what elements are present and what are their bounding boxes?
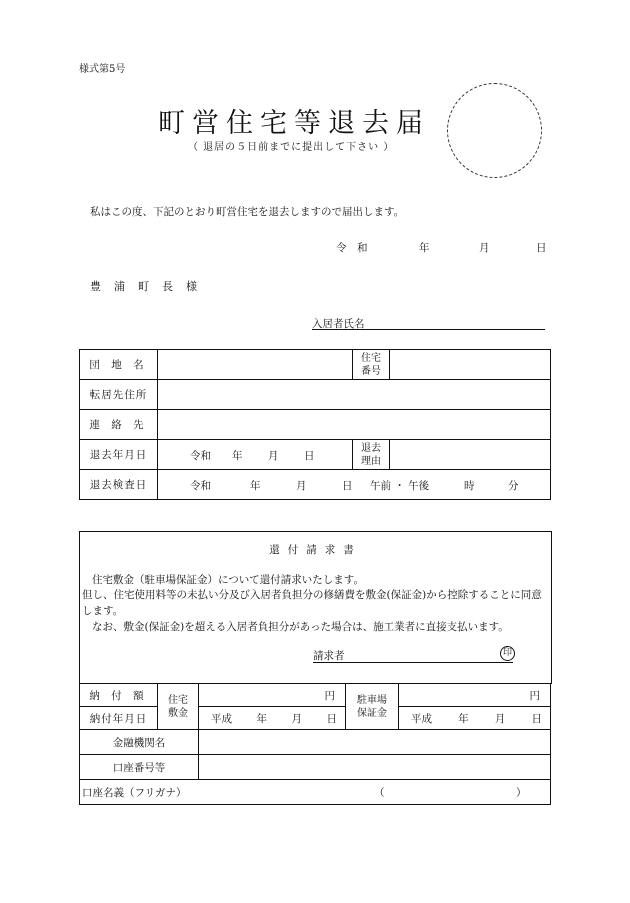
refund-title: 還付請求書 — [269, 544, 362, 556]
move-out-era: 令和 — [190, 449, 211, 462]
date-line — [336, 240, 546, 254]
contact-label: 連 絡 先 — [80, 410, 158, 440]
complex-name-field[interactable] — [158, 350, 353, 380]
bank-name-field[interactable] — [199, 730, 551, 755]
date-day: 日 — [536, 242, 547, 254]
reason-label: 退去 理由 — [353, 440, 390, 470]
inspection-month: 月 — [296, 479, 307, 492]
parking-month: 月 — [494, 712, 506, 725]
move-out-date-label: 退去年月日 — [80, 440, 158, 470]
parking-date-field[interactable] — [399, 707, 551, 730]
paren-close: ） — [516, 787, 527, 799]
refund-request-box — [79, 531, 552, 684]
parking-deposit-label: 駐車場 保証金 — [346, 684, 399, 730]
subtitle: （ 退居の５日前までに提出して下さい ） — [188, 142, 395, 153]
inspection-date-label: 退去検査日 — [80, 470, 158, 500]
housing-deposit-label: 住宅 敷金 — [158, 684, 199, 730]
move-out-year: 年 — [232, 449, 243, 462]
housing-day: 日 — [326, 712, 337, 725]
housing-yen: 円 — [324, 689, 335, 702]
refund-para-3: なお、敷金(保証金)を超える入居者負担分があった場合は、施工業者に直接支払います。 — [92, 621, 509, 633]
claimant-label: 請求者 — [313, 650, 345, 662]
refund-table — [79, 683, 551, 805]
inspection-minute: 分 — [508, 479, 519, 492]
reason-field[interactable] — [390, 440, 551, 470]
housing-amount-field[interactable] — [199, 684, 346, 707]
paid-date-label: 納付年月日 — [80, 707, 158, 730]
account-number-field[interactable] — [199, 755, 551, 780]
date-year: 年 — [419, 242, 430, 254]
inspection-year: 年 — [250, 479, 261, 492]
house-number-field[interactable] — [390, 350, 551, 380]
inspection-era: 令和 — [190, 479, 211, 492]
page-title: 町営住宅等退去届 — [158, 108, 430, 139]
parking-year: 年 — [458, 712, 469, 725]
new-address-field[interactable] — [158, 380, 551, 410]
paren-open: （ — [374, 787, 385, 799]
declaration-text: 私はこの度、下記のとおり町営住宅を退去しますので届出します。 — [90, 206, 405, 218]
move-out-table — [79, 349, 551, 500]
house-number-label: 住宅 番号 — [353, 350, 390, 380]
move-out-day: 日 — [304, 449, 315, 462]
account-number-label: 口座番号等 — [80, 755, 199, 780]
date-month: 月 — [479, 242, 490, 254]
housing-year: 年 — [256, 712, 267, 725]
inspection-hour: 時 — [464, 479, 475, 492]
inspection-ampm: 午前 ・ 午後 — [370, 479, 430, 492]
seal-mark: 印 — [500, 646, 515, 661]
refund-para-2: 但し、住宅使用料等の未払い分及び入居者負担分の修繕費を敷金(保証金)から控除することに同意します。 — [82, 589, 542, 617]
receipt-stamp-circle — [447, 83, 542, 178]
date-era: 令 和 — [336, 242, 368, 254]
paid-amount-label: 納 付 額 — [80, 684, 158, 707]
parking-heisei: 平成 — [411, 712, 432, 725]
account-holder-label: 口座名義（フリガナ） — [82, 787, 187, 799]
inspection-day: 日 — [342, 479, 353, 492]
resident-name-field[interactable] — [312, 329, 545, 330]
parking-amount-field[interactable] — [399, 684, 551, 707]
parking-day: 日 — [531, 712, 542, 725]
housing-month: 月 — [291, 712, 302, 725]
refund-para-1: 住宅敷金（駐車場保証金）について還付請求いたします。 — [92, 574, 364, 586]
inspection-date-field[interactable] — [158, 470, 551, 500]
form-number: 様式第5号 — [79, 64, 126, 75]
bank-name-label: 金融機関名 — [80, 730, 199, 755]
complex-name-label: 団 地 名 — [80, 350, 158, 380]
move-out-date-field[interactable] — [158, 440, 353, 470]
new-address-label: 転居先住所 — [80, 380, 158, 410]
account-holder-row[interactable] — [80, 780, 551, 805]
resident-name-label: 入居者氏名 — [312, 318, 365, 330]
housing-date-field[interactable] — [199, 707, 346, 730]
contact-field[interactable] — [158, 410, 551, 440]
move-out-month: 月 — [268, 449, 279, 462]
parking-yen: 円 — [529, 689, 540, 702]
housing-heisei: 平成 — [211, 712, 232, 725]
claimant-field[interactable] — [313, 662, 513, 663]
addressee: 豊浦町長様 — [90, 280, 210, 293]
